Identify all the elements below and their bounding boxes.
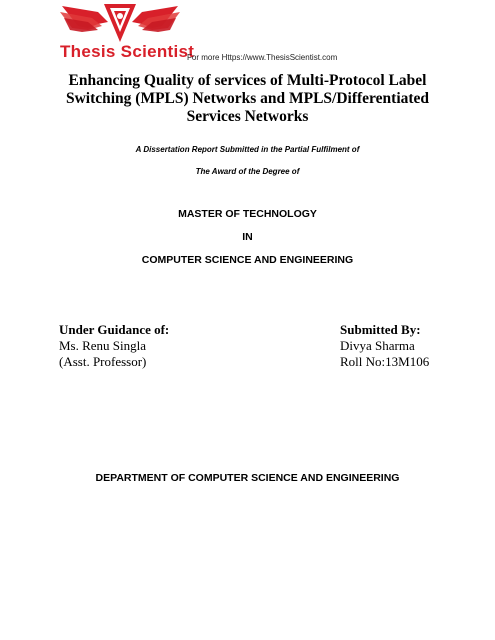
guide-designation: (Asst. Professor) [59, 354, 147, 369]
department-name: DEPARTMENT OF COMPUTER SCIENCE AND ENGINEERING [95, 472, 400, 484]
degree-discipline: COMPUTER SCIENCE AND ENGINEERING [141, 254, 354, 266]
award-statement: The Award of the Degree of [195, 167, 300, 176]
submitted-heading: Submitted By: [340, 322, 421, 337]
dissertation-statement: A Dissertation Report Submitted in the Partial Fulfilment of [135, 145, 360, 154]
thesis-title [40, 72, 455, 126]
logo-wordmark: Thesis Scientist [60, 42, 195, 61]
submitted-by-block [340, 322, 429, 370]
roll-number: Roll No:13M106 [340, 354, 430, 369]
student-name: Divya Sharma [340, 338, 415, 353]
degree-connector: IN [242, 231, 253, 243]
title-line: Switching (MPLS) Networks and MPLS/Differentiated [65, 90, 430, 107]
guidance-block [59, 322, 169, 370]
website-link[interactable]: For more Https://www.ThesisScientist.com [187, 53, 338, 62]
title-line: Enhancing Quality of services of Multi-Protocol Label [68, 72, 427, 89]
degree-name: MASTER OF TECHNOLOGY [178, 208, 317, 220]
guide-name: Ms. Renu Singla [59, 338, 147, 353]
thesis-scientist-logo-emblem [58, 2, 182, 46]
guidance-heading: Under Guidance of: [59, 322, 170, 337]
title-line: Services Networks [186, 108, 309, 125]
